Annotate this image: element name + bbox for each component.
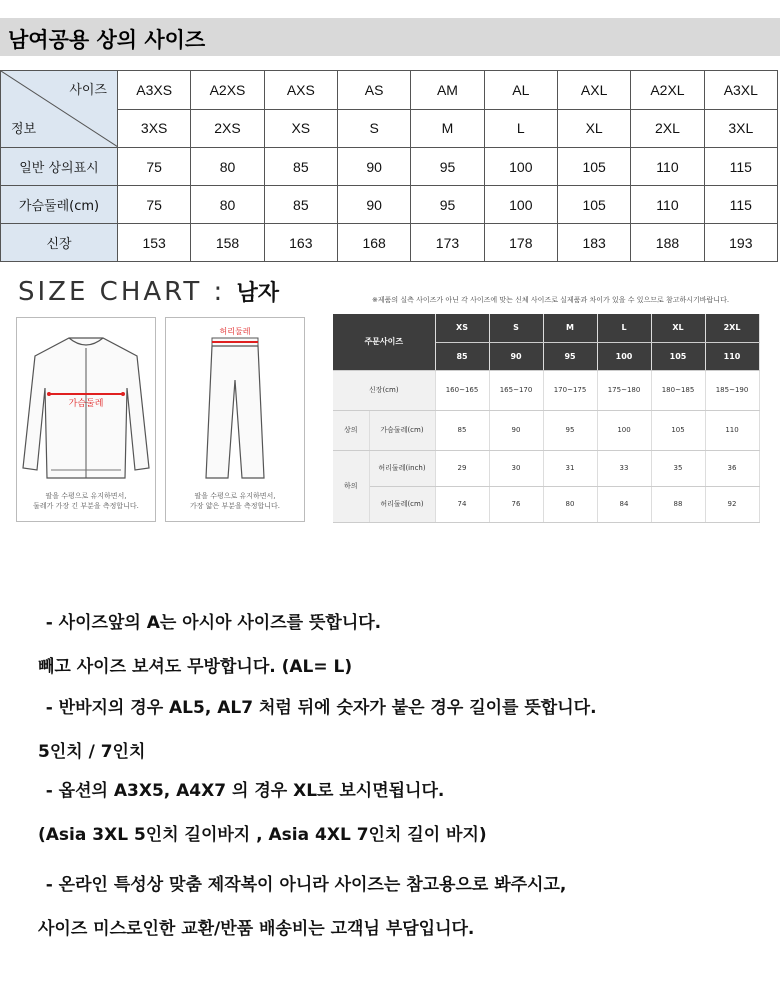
bottom-label: 하의 (333, 450, 369, 522)
note-line: - 온라인 특성상 맞춤 제작복이 아니라 사이즈는 참고용으로 봐주시고, (45, 875, 567, 895)
asia-size-cell: A3XL (704, 71, 777, 110)
waist-cm-cell: 76 (489, 486, 543, 522)
waist-inch-cell: 31 (543, 450, 597, 486)
size-info-corner (1, 71, 118, 148)
men-size-table (333, 314, 760, 523)
waist-inch-cell: 35 (651, 450, 705, 486)
value-cell: 95 (411, 148, 484, 186)
height-cell: 185~190 (705, 370, 759, 410)
value-cell: 188 (631, 224, 704, 262)
size-cell: 3XS (118, 109, 191, 148)
value-cell: 100 (484, 148, 557, 186)
note-line: - 반바지의 경우 AL5, AL7 처럼 뒤에 숫자가 붙은 경우 길이를 뜻합니다. (45, 698, 597, 718)
chest-cell: 110 (705, 410, 759, 450)
jacket-caption-line1: 팔을 수평으로 유지하면서, (45, 492, 127, 500)
size-cell: S (337, 109, 410, 148)
asia-size-cell: AL (484, 71, 557, 110)
value-cell: 90 (337, 186, 410, 224)
value-cell: 75 (118, 148, 191, 186)
value-cell: 110 (631, 186, 704, 224)
value-cell: 168 (337, 224, 410, 262)
pants-caption (166, 491, 304, 511)
value-cell: 178 (484, 224, 557, 262)
waist-cm-cell: 74 (435, 486, 489, 522)
size-cell: M (411, 109, 484, 148)
size-cell: 3XL (704, 109, 777, 148)
jacket-caption (17, 491, 155, 511)
note-item (22, 852, 566, 984)
pants-waist-label: 허리둘레 (219, 327, 251, 336)
top-label: 상의 (333, 410, 369, 450)
value-cell: 153 (118, 224, 191, 262)
note-line: - 옵션의 A3X5, A4X7 의 경우 XL로 보시면됩니다. (45, 781, 445, 801)
size-cell: 2XL (705, 314, 759, 342)
value-cell: 105 (557, 148, 630, 186)
size-cell: XS (264, 109, 337, 148)
chest-cell: 105 (651, 410, 705, 450)
page-title: 남여공용 상의 사이즈 (8, 28, 206, 52)
size-cell: L (597, 314, 651, 342)
number-cell: 95 (543, 342, 597, 370)
value-cell: 115 (704, 186, 777, 224)
height-cell: 170~175 (543, 370, 597, 410)
waist-cm-cell: 88 (651, 486, 705, 522)
size-cell: 2XS (191, 109, 264, 148)
chest-cell: 90 (489, 410, 543, 450)
row-label: 일반 상의표시 (1, 148, 118, 186)
height-cell: 165~170 (489, 370, 543, 410)
size-chart-title-text: SIZE CHART (18, 277, 203, 307)
row-label: 신장 (1, 224, 118, 262)
size-cell: L (484, 109, 557, 148)
number-cell: 110 (705, 342, 759, 370)
pants-caption-line2: 가장 얇은 부분을 측정합니다. (189, 502, 281, 510)
pants-caption-line1: 팔을 수평으로 유지하면서, (194, 492, 276, 500)
size-cell: XL (651, 314, 705, 342)
table-row (1, 148, 778, 186)
chest-cell: 85 (435, 410, 489, 450)
waist-inch-cell: 30 (489, 450, 543, 486)
asia-size-cell: AXL (557, 71, 630, 110)
size-cell: S (489, 314, 543, 342)
size-chart-title (18, 276, 279, 307)
size-cell: M (543, 314, 597, 342)
size-chart-colon: : (202, 277, 237, 307)
number-cell: 85 (435, 342, 489, 370)
value-cell: 100 (484, 186, 557, 224)
waist-inch-cell: 33 (597, 450, 651, 486)
value-cell: 85 (264, 148, 337, 186)
waist-inch-cell: 29 (435, 450, 489, 486)
value-cell: 80 (191, 186, 264, 224)
chest-cell: 95 (543, 410, 597, 450)
note-line: 사이즈 미스로인한 교환/반품 배송비는 고객님 부담입니다. (38, 919, 475, 939)
size-cell: XL (557, 109, 630, 148)
waist-cm-label: 허리둘레(cm) (369, 486, 435, 522)
table-row (1, 71, 778, 110)
jacket-caption-line2: 둘레가 가장 긴 부분을 측정합니다. (33, 502, 139, 510)
size-chart-note: ※제품의 실측 사이즈가 아닌 각 사이즈에 맞는 신체 사이즈로 실제품과 차이가 있을 수 있으므로 참고하시기바랍니다. (372, 296, 730, 304)
size-cell: 2XL (631, 109, 704, 148)
value-cell: 173 (411, 224, 484, 262)
waist-inch-cell: 36 (705, 450, 759, 486)
asia-size-cell: A3XS (118, 71, 191, 110)
value-cell: 85 (264, 186, 337, 224)
jacket-chest-label: 가슴둘레 (68, 399, 104, 409)
order-size-label: 주문사이즈 (333, 314, 435, 370)
asia-size-cell: A2XS (191, 71, 264, 110)
heading-bar (0, 18, 780, 56)
asia-size-cell: AXS (264, 71, 337, 110)
value-cell: 158 (191, 224, 264, 262)
note-line: (Asia 3XL 5인치 길이바지 , Asia 4XL 7인치 길이 바지) (38, 825, 487, 845)
height-cell: 180~185 (651, 370, 705, 410)
pants-illustration (166, 318, 304, 488)
number-cell: 90 (489, 342, 543, 370)
asia-size-cell: A2XL (631, 71, 704, 110)
waist-cm-cell: 92 (705, 486, 759, 522)
corner-bottom-label: 정보 (11, 121, 37, 136)
height-cell: 175~180 (597, 370, 651, 410)
chest-cell: 100 (597, 410, 651, 450)
value-cell: 163 (264, 224, 337, 262)
waist-cm-cell: 80 (543, 486, 597, 522)
number-cell: 100 (597, 342, 651, 370)
pants-measure-card (165, 317, 305, 522)
value-cell: 95 (411, 186, 484, 224)
value-cell: 115 (704, 148, 777, 186)
note-line: - 사이즈앞의 A는 아시아 사이즈를 뜻합니다. (45, 613, 382, 633)
value-cell: 75 (118, 186, 191, 224)
size-cell: XS (435, 314, 489, 342)
value-cell: 193 (704, 224, 777, 262)
jacket-measure-card (16, 317, 156, 522)
height-label: 신장(cm) (333, 370, 435, 410)
number-cell: 105 (651, 342, 705, 370)
value-cell: 110 (631, 148, 704, 186)
value-cell: 90 (337, 148, 410, 186)
size-chart-gender: 남자 (236, 281, 280, 306)
note-line: 빼고 사이즈 보셔도 무방합니다. (AL= L) (38, 657, 353, 677)
table-row (1, 186, 778, 224)
jacket-illustration (17, 318, 155, 488)
unisex-size-table (0, 70, 778, 262)
value-cell: 80 (191, 148, 264, 186)
value-cell: 183 (557, 224, 630, 262)
corner-top-label: 사이즈 (69, 82, 107, 97)
asia-size-cell: AM (411, 71, 484, 110)
chest-label: 가슴둘레(cm) (369, 410, 435, 450)
waist-cm-cell: 84 (597, 486, 651, 522)
waist-inch-label: 허리둘레(inch) (369, 450, 435, 486)
value-cell: 105 (557, 186, 630, 224)
table-row (1, 224, 778, 262)
height-cell: 160~165 (435, 370, 489, 410)
note-line: 5인치 / 7인치 (38, 742, 146, 762)
asia-size-cell: AS (337, 71, 410, 110)
row-label: 가슴둘레(cm) (1, 186, 118, 224)
